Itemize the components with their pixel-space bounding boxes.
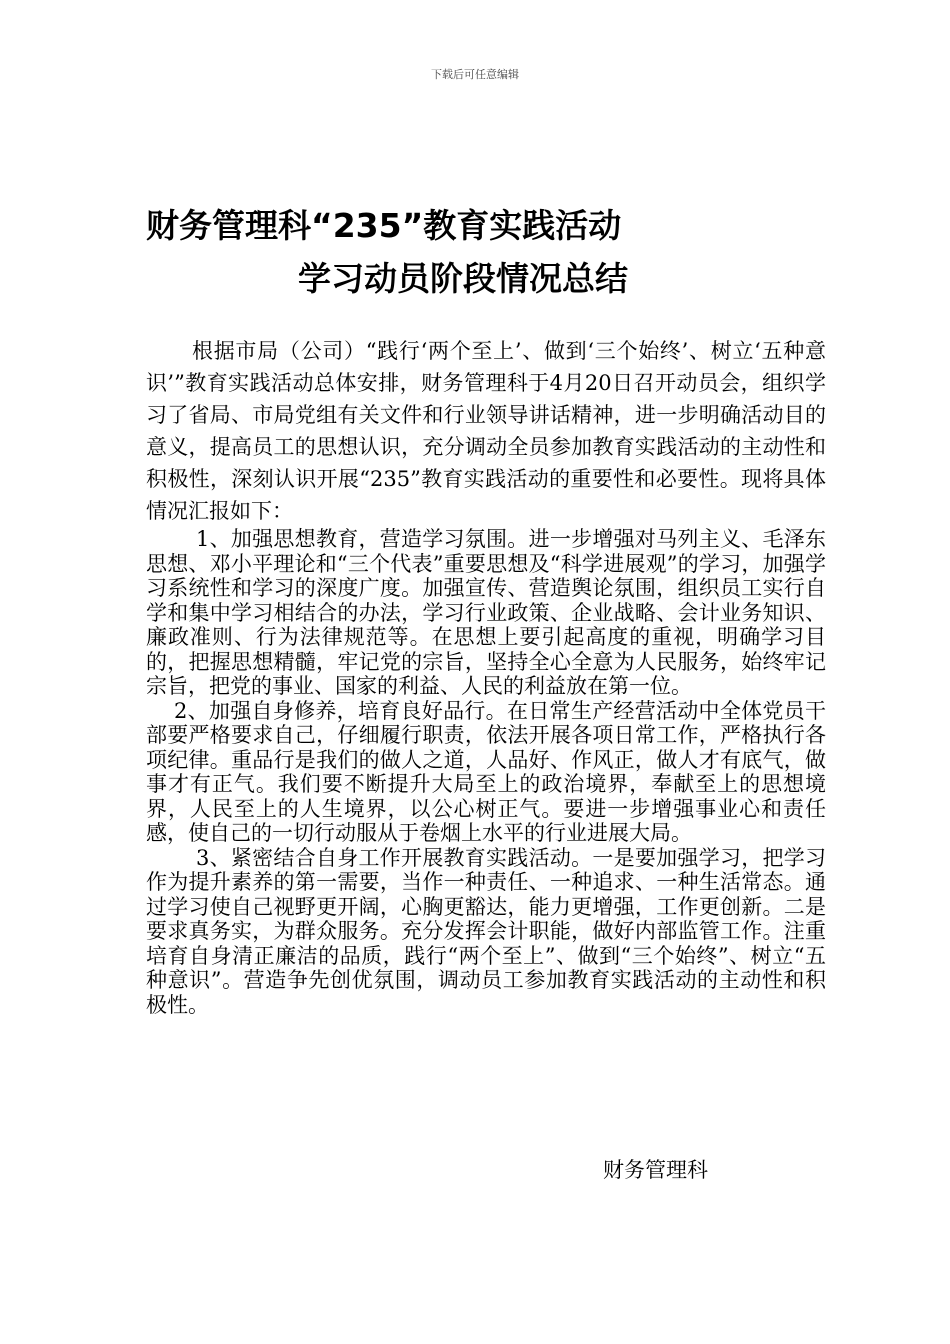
signature: 财务管理科 xyxy=(603,1158,708,1182)
document-title-line-2: 学习动员阶段情况总结 xyxy=(298,259,628,298)
body-paragraph-3: 3、紧密结合自身工作开展教育实践活动。一是要加强学习，把学习作为提升素养的第一需要，当作一种责任、一种追求、一种生活常态。通过学习使自己视野更开阔，心胸更豁达，能力更增强，工作更创新。二是要求真务实，为群众服务。充分发挥会计职能，做好内部监管工作。注重培育自身清正廉洁的品质，践行“两个至上”、做到“三个始终”、树立“五种意识”。营造争先创优氛围，调动员工参加教育实践活动的主动性和积极性。 xyxy=(146,845,826,1017)
body-paragraph-2: 2、加强自身修养，培育良好品行。在日常生产经营活动中全体党员干部要严格要求自己，仔细履行职责，依法开展各项日常工作，严格执行各项纪律。重品行是我们的做人之道，人品好、作风正，做人才有底气，做事才有正气。我们要不断提升大局至上的政治境界，奉献至上的思想境界，人民至上的人生境界，以公心树正气。要进一步增强事业心和责任感，使自己的一切行动服从于卷烟上水平的行业进展大局。 xyxy=(146,698,826,845)
intro-paragraph: 根据市局（公司）“践行‘两个至上’、做到‘三个始终’、树立‘五种意识’”教育实践活动总体安排，财务管理科于4月20日召开动员会，组织学习了省局、市局党组有关文件和行业领导讲话精神，进一步明确活动目的意义，提高员工的思想认识，充分调动全员参加教育实践活动的主动性和积极性，深刻认识开展“235”教育实践活动的重要性和必要性。现将具体情况汇报如下： xyxy=(146,339,826,523)
document-body xyxy=(146,335,826,1017)
header-note: 下载后可任意编辑 xyxy=(431,68,519,81)
document-title-line-1: 财务管理科“235”教育实践活动 xyxy=(146,206,622,245)
body-paragraph-1: 1、加强思想教育，营造学习氛围。进一步增强对马列主义、毛泽东思想、邓小平理论和“三个代表”重要思想及“科学进展观”的学习，加强学习系统性和学习的深度广度。加强宣传、营造舆论氛围，组织员工实行自学和集中学习相结合的办法，学习行业政策、企业战略、会计业务知识、廉政准则、行为法律规范等。在思想上要引起高度的重视，明确学习目的，把握思想精髓，牢记党的宗旨，坚持全心全意为人民服务，始终牢记宗旨，把党的事业、国家的利益、人民的利益放在第一位。 xyxy=(146,527,826,698)
